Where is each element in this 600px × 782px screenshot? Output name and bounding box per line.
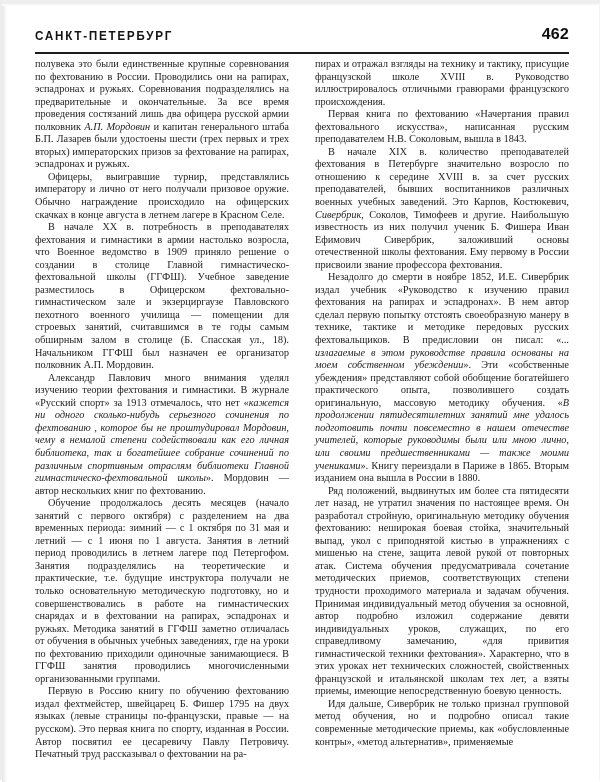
body-text: Ряд положений, выдвинутых им более ста пятидесяти лет назад, не утратил значения по настоящее время. Он разработал стройную, оригинальную методику обучения фехтованию: неширокая боевая стойка, значительный выпад, укол с приподнятой кистью в упражнениях с мишенью на стене, защита левой рукой от повторных атак. Система обучения предусматривала сочетание методических приемов, соответствующих степени трудности проходимого материала и задачам обучения. Принимая индивидуальный метод обучения за основной, автор подробно изложил содержание девяти индивидуальных уроков, служащих, по его справедливому замечанию, «для привития гимнастической техники фехтования». Характерно, что в этих уроках нет технических сложностей, свойственных французской и итальянской школам тех лет, а взяты приемы, имеющие непосредственную боевую ценность.: [315, 485, 569, 698]
emphasized-text: Сивербрик: [315, 209, 362, 221]
body-text: полувека это были единственные крупные соревнования по фехтованию в России. Проводились они на рапирах, эспадронах и ружьях. Соревнования подразделялись на предварительные и окончательные. За все время проведения состязаний лишь два офицера русской армии полковник: [35, 59, 289, 133]
body-text: ». Мордовин — автор нескольких книг по фехтованию.: [35, 473, 289, 497]
body-text: пирах и отражал взгляды на технику и тактику, присущие французской школе XVIII в. Руководство иллюстрировалось отличными гравюрами французского происхождения.: [315, 59, 569, 108]
body-text: Офицеры, выигравшие турнир, представлялись императору и лично от него получали призовое оружие. Обычно награждение происходило на офицерских скачках в конце августа в летнем лагере в Красном Селе.: [35, 171, 289, 221]
body-paragraph: [35, 172, 289, 222]
emphasized-text: А.П. Мордовин: [84, 121, 151, 133]
body-paragraph: [35, 59, 289, 172]
body-paragraph: [315, 109, 569, 147]
body-text: В начале XIX в. количество преподавателей фехтования в Петербурге значительно возросло по отношению к середине XVIII в. за счет русских преподавателей, бывших воспитанников различных военных учебных заведений. Это Карпов, Костюкевич,: [315, 146, 569, 209]
body-text: Первая книга по фехтованию «Начертания правил фехтовального искусства», написанная русским преподавателем Н.В. Соколовым, вышла в 1843.: [315, 109, 569, 146]
body-paragraph: [315, 272, 569, 485]
body-text: Идя дальше, Сивербрик не только признал групповой метод обучения, но и подробно описал такие современные методические приемы, как «обусловленные контры», «метод альтернатив», применяемые: [315, 698, 569, 748]
header-rule: [35, 52, 569, 54]
body-paragraph: [35, 373, 289, 498]
body-text: Александр Павлович много внимания уделял изучению теории фехтования и гимнастики. В журнале «Русский спорт» за 1913 отмечалось, что нет «: [35, 372, 289, 409]
column-left: [35, 59, 289, 762]
body-paragraph: [315, 486, 569, 699]
page-content: [2, 2, 600, 782]
running-head-title: САНКТ-ПЕТЕРБУРГ: [35, 29, 174, 43]
body-text: и капитан генерального штаба Б.П. Лазарев были удостоены шести (трех первых и трех вторых) императорских призов за фехтование на рапирах, эспадронах и ружьях.: [35, 121, 289, 171]
body-paragraph: [35, 686, 289, 761]
emphasized-text: излагаемые в этом руководстве правила основаны на моем собственном убеждении: [315, 347, 569, 372]
emphasized-text: кажется ни одного сколько-нибудь серьезного сочинения по фехтованию , которое бы не проштудировал Мордовин, чему в немалой степени содействовали как его личная библиотека, так и богатейшее собрание сочинений по различным спортивным отраслям библиотеки Главной гимнастическо-фехтовальной школы: [35, 397, 289, 485]
body-paragraph: [35, 222, 289, 373]
body-text: ». Книгу переиздали в Париже в 1865. Вторым изданием она вышла в России в 1880.: [315, 460, 569, 485]
body-paragraph: [315, 147, 569, 272]
running-head: [35, 26, 569, 51]
page-number: 462: [541, 26, 569, 43]
body-text: В начале XX в. потребность в преподавателях фехтования и гимнастики в армии настолько возросла, что Военное ведомство в 1909 приняло решение о создании в столице Главной гимнастическо-фехтовальной школы (ГГФШ). Учебное заведение разместилось в Офицерском фехтовально-гимнастическом зале и экзерциргаузе Павловского пехотного военного училища — помещении для строевых занятий, считавшимся в те годы самым обширным залом в столице (Б. Спасская ул., 18). Начальником ГГФШ был назначен ее организатор полковник А.П. Мордовин.: [35, 222, 289, 372]
body-text: Незадолго до смерти в ноябре 1852, И.Е. Сивербрик издал учебник «Руководство к изучению правил фехтования на рапирах и эспадронах». В нем автор сделал первую попытку отстоять своеобразную манеру в технике, тактике и методике передовых русских фехтовальщиков. В предисловии он писал: «...: [315, 272, 569, 347]
emphasized-text: В продолжении пятидесятилетних занятий мне удалось подготовить почти повсеместно в нашем отечестве учителей, которые руководимы были или мною лично, или своими предшественниками — также моими учениками: [315, 397, 569, 472]
body-text: ». Эти «собственные убеждения» представляют собой обобщение богатейшего практического опыта, позволившего создать оригинальную, массовую методику обучения. «: [315, 360, 569, 409]
body-paragraph: [315, 59, 569, 109]
column-right: [315, 59, 569, 762]
body-paragraph: [315, 699, 569, 749]
body-columns: [35, 59, 569, 762]
body-text: , Соколов, Тимофеев и другие. Наибольшую известность из них получил ученик Б. Фишера Иван Ефимович Сивербрик, заложивший основы отечественной школы фехтования. Ему первому в России присвоили звание профессора фехтования.: [315, 209, 569, 271]
body-text: Первую в Россию книгу по обучению фехтованию издал фехтмейстер, швейцарец Б. Фишер 1795 на двух языках (левые страницы по-французски, правые — на русском). Это первая книга по спорту, изданная в России. Автор посвятил ее цесаревичу Павлу Петровичу. Печатный труд рассказывал о фехтовании на ра-: [35, 686, 289, 761]
body-paragraph: [35, 498, 289, 686]
body-text: Обучение продолжалось десять месяцев (начало занятий с первого октября) с разделением на два временных периода: зимний — с 1 октября по 31 мая и летний — с 1 июня по 1 августа. Занятия в летний период проводились в летнем лагере под Петергофом. Занятия подразделялись на теоретические и практические, т.е. будущие инструктора получали не только основательную методическую подготовку, но и совершенствовались в работе на гимнастических снарядах и в фехтовании на рапирах, эспадронах и ружьях. Методика занятий в ГГФШ заметно отличалась от обучения в обычных учебных заведениях, где на уроки по фехтованию приходили одиночные занимающиеся. В ГГФШ занятия проводились многочисленными организованными группами.: [35, 498, 289, 685]
